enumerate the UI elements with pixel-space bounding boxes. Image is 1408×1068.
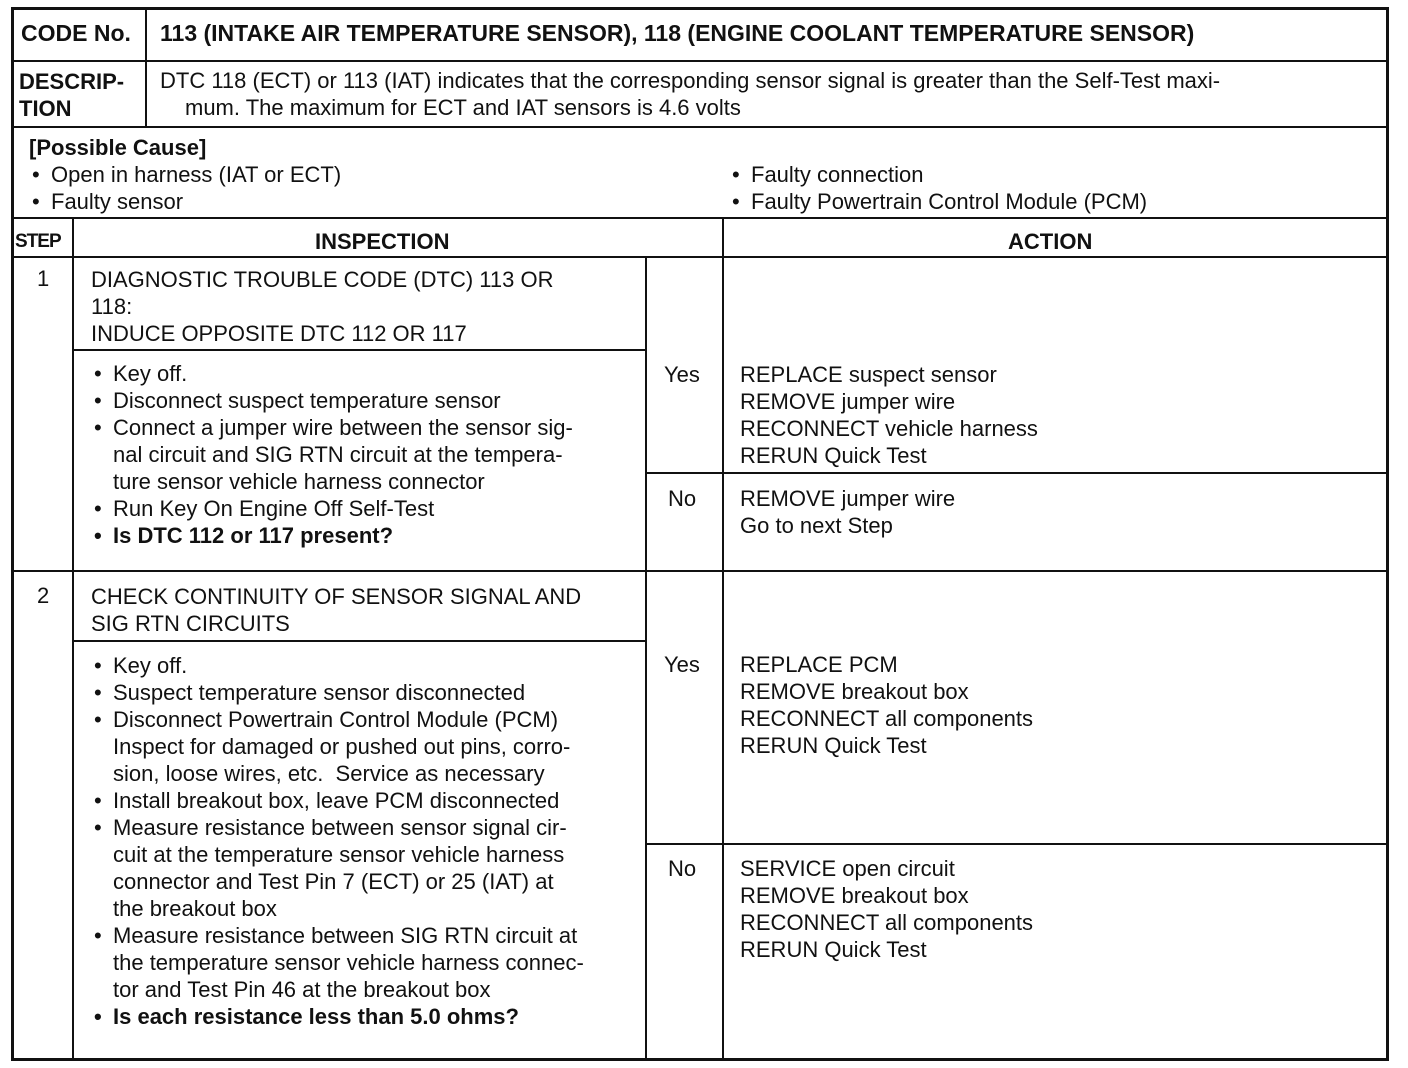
action-line: REMOVE jumper wire bbox=[740, 486, 956, 511]
cause-item: • Faulty Powertrain Control Module (PCM) bbox=[730, 188, 1147, 215]
action-line: REPLACE PCM bbox=[740, 652, 898, 677]
inspection-item: • Key off. bbox=[92, 360, 573, 387]
inspection-item: • Connect a jumper wire between the sensor sig- nal circuit and SIG RTN circuit at the tempera- ture sensor vehicle harness connector bbox=[92, 414, 573, 495]
action-line: REMOVE breakout box bbox=[740, 883, 969, 908]
col-divider bbox=[72, 217, 74, 1061]
yes-label: Yes bbox=[664, 362, 700, 387]
possible-cause-right-list bbox=[730, 161, 1147, 215]
code-value: 113 (INTAKE AIR TEMPERATURE SENSOR), 118 (ENGINE COOLANT TEMPERATURE SENSOR) bbox=[160, 20, 1195, 46]
step2-title-divider bbox=[72, 640, 646, 642]
inspection-column-header: INSPECTION bbox=[315, 229, 450, 254]
action-line: RECONNECT all components bbox=[740, 706, 1034, 731]
possible-cause-left-list bbox=[30, 161, 341, 215]
step1-title-divider bbox=[72, 349, 646, 351]
description-text-line1: DTC 118 (ECT) or 113 (IAT) indicates that the corresponding sensor signal is greater than the Self-Test maxi- bbox=[160, 68, 1221, 93]
description-label-line2: TION bbox=[19, 96, 72, 121]
inspection-question: • Is DTC 112 or 117 present? bbox=[92, 522, 573, 549]
action-line: SERVICE open circuit bbox=[740, 856, 955, 881]
no-label: No bbox=[668, 856, 697, 881]
step-column-header: STEP bbox=[15, 231, 61, 252]
step-inspection-list bbox=[92, 652, 584, 1030]
description-text-line2: mum. The maximum for ECT and IAT sensors is 4.6 volts bbox=[185, 95, 741, 120]
action-line: RECONNECT all components bbox=[740, 910, 1034, 935]
inspection-item: • Suspect temperature sensor disconnected bbox=[92, 679, 584, 706]
inspection-item: • Disconnect Powertrain Control Module (PCM) Inspect for damaged or pushed out pins, corro- sion, loose wires, etc. Service as necessary bbox=[92, 706, 584, 787]
row-divider bbox=[11, 217, 1389, 219]
possible-cause-heading: [Possible Cause] bbox=[29, 135, 207, 160]
action-line: REMOVE jumper wire bbox=[740, 389, 956, 414]
step-title-line: 118: bbox=[91, 294, 133, 319]
col-divider bbox=[722, 217, 724, 1061]
inspection-item: • Disconnect suspect temperature sensor bbox=[92, 387, 573, 414]
cause-item: • Faulty connection bbox=[730, 161, 1147, 188]
inspection-item: • Measure resistance between SIG RTN circuit at the temperature sensor vehicle harness connec- tor and Test Pin 46 at the breakout box bbox=[92, 922, 584, 1003]
step-title-line: CHECK CONTINUITY OF SENSOR SIGNAL AND bbox=[91, 584, 582, 609]
step2-yes-no-divider bbox=[646, 843, 1389, 845]
col-divider bbox=[145, 7, 147, 127]
action-line: RECONNECT vehicle harness bbox=[740, 416, 1038, 441]
cause-item: • Open in harness (IAT or ECT) bbox=[30, 161, 341, 188]
step-title-line: DIAGNOSTIC TROUBLE CODE (DTC) 113 OR bbox=[91, 267, 554, 292]
row-divider bbox=[11, 256, 1389, 258]
inspection-question: • Is each resistance less than 5.0 ohms? bbox=[92, 1003, 584, 1030]
step-inspection-list bbox=[92, 360, 573, 549]
action-line: RERUN Quick Test bbox=[740, 937, 927, 962]
inspection-item: • Install breakout box, leave PCM disconnected bbox=[92, 787, 584, 814]
description-label-line1: DESCRIP- bbox=[19, 69, 125, 94]
action-line: RERUN Quick Test bbox=[740, 443, 927, 468]
action-column-header: ACTION bbox=[1008, 229, 1093, 254]
action-line: Go to next Step bbox=[740, 513, 893, 538]
step-title-line: INDUCE OPPOSITE DTC 112 OR 117 bbox=[91, 321, 467, 346]
code-label: CODE No. bbox=[21, 20, 131, 46]
cause-item: • Faulty sensor bbox=[30, 188, 341, 215]
step-title-line: SIG RTN CIRCUITS bbox=[91, 611, 290, 636]
inspection-item: • Run Key On Engine Off Self-Test bbox=[92, 495, 573, 522]
col-divider bbox=[645, 256, 647, 1061]
yes-actions bbox=[740, 651, 1033, 759]
inspection-item: • Measure resistance between sensor signal cir- cuit at the temperature sensor vehicle harness connector and Test Pin 7 (ECT) or 25 (IAT) at the breakout box bbox=[92, 814, 584, 922]
row-divider bbox=[11, 570, 1389, 572]
action-line: REPLACE suspect sensor bbox=[740, 362, 997, 387]
no-label: No bbox=[668, 486, 697, 511]
step1-yes-no-divider bbox=[646, 472, 1389, 474]
step-number: 1 bbox=[37, 266, 50, 291]
action-line: RERUN Quick Test bbox=[740, 733, 927, 758]
step-number: 2 bbox=[37, 583, 50, 608]
action-line: REMOVE breakout box bbox=[740, 679, 969, 704]
yes-label: Yes bbox=[664, 652, 700, 677]
no-actions bbox=[740, 855, 1033, 963]
row-divider bbox=[11, 60, 1389, 62]
row-divider bbox=[11, 126, 1389, 128]
inspection-item: • Key off. bbox=[92, 652, 584, 679]
no-actions bbox=[740, 485, 955, 539]
yes-actions bbox=[740, 361, 1038, 469]
